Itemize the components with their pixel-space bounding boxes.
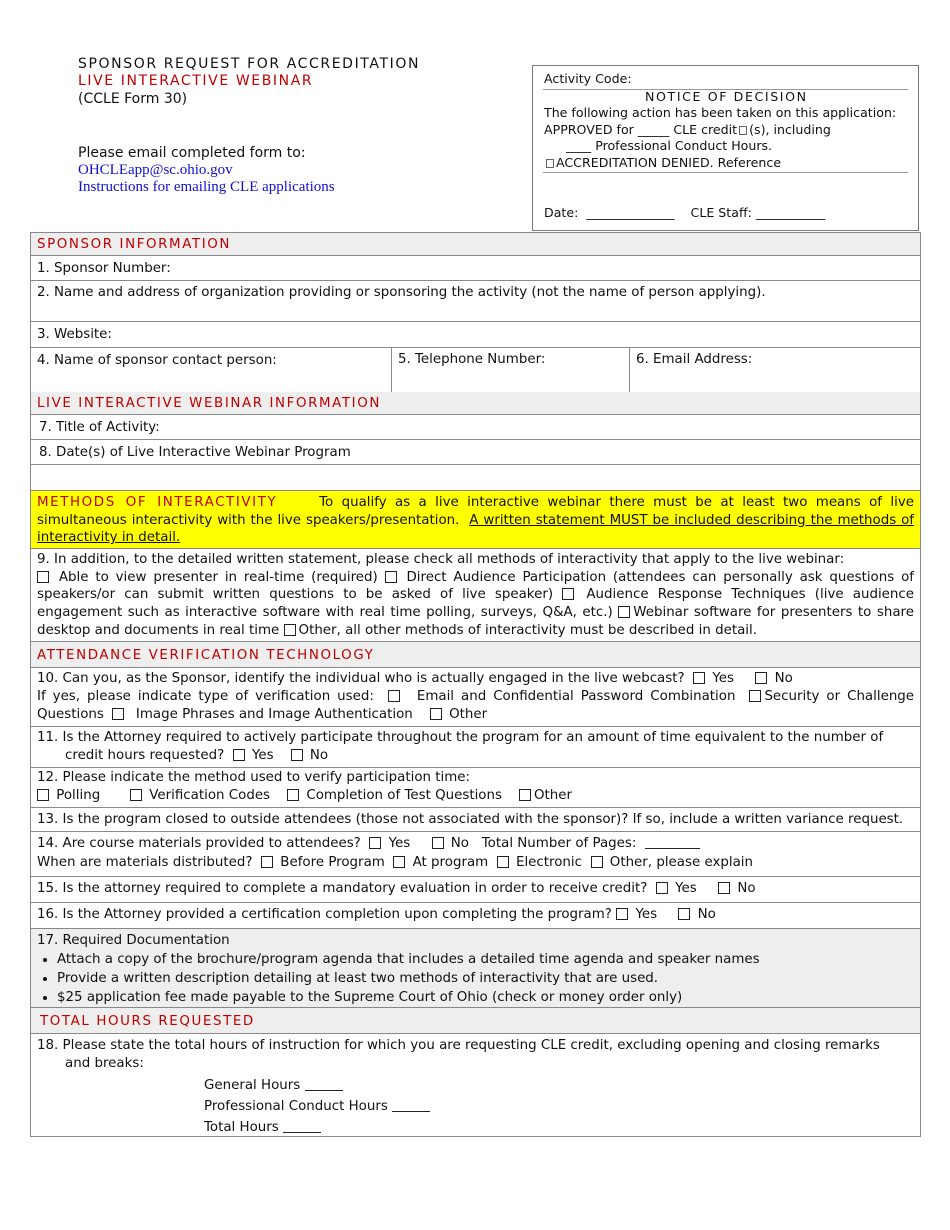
professional-hours-label: Professional Conduct Hours xyxy=(204,1099,388,1114)
q16-no-label: No xyxy=(697,907,716,922)
field-contact-row xyxy=(31,348,920,392)
activity-title-label: 7. Title of Activity: xyxy=(39,420,160,435)
q11-text1: 11. Is the Attorney required to actively participate throughout the program for an amount of time equivalent to the number of xyxy=(37,730,884,745)
professional-hours-input[interactable] xyxy=(392,1099,430,1112)
notice-line2 xyxy=(544,122,831,139)
notice-of-decision-box xyxy=(532,65,919,231)
q14-pages-input[interactable] xyxy=(645,836,700,849)
q11-active-participation xyxy=(31,727,920,768)
q12-codes-checkbox[interactable] xyxy=(130,789,142,801)
general-hours-input[interactable] xyxy=(305,1078,343,1091)
notice-line1: The following action has been taken on this application: xyxy=(544,105,897,120)
q10-image-checkbox[interactable] xyxy=(112,708,124,720)
methods-underlined: A written statement MUST be included describing the methods of interactivity in detail. xyxy=(37,512,914,545)
q17-item: • Attach a copy of the brochure/program agenda that includes a detailed time agenda and speaker names xyxy=(57,950,914,969)
q14-other-label: Other, please explain xyxy=(609,855,754,870)
form-title: SPONSOR REQUEST FOR ACCREDITATION xyxy=(78,56,421,72)
q12-test-label: Completion of Test Questions xyxy=(306,788,502,803)
notice-line3: ____ Professional Conduct Hours. xyxy=(566,138,773,153)
q18-text1: 18. Please state the total hours of instruction for which you are requesting CLE credit, excluding opening and closing remarks xyxy=(37,1038,880,1053)
q14-electronic-label: Electronic xyxy=(515,855,582,870)
q9-checkbox-other[interactable] xyxy=(284,624,296,636)
organization-label: 2. Name and address of organization providing or sponsoring the activity (not the name of person applying). xyxy=(37,285,766,300)
q10-no-label: No xyxy=(774,671,793,686)
methods-text: To qualify as a live interactive webinar there must be at least two means of live simultaneous interactivity with the live speakers/presentation. xyxy=(37,495,914,528)
q12-codes-label: Verification Codes xyxy=(149,788,271,803)
q9-checkbox-realtime[interactable] xyxy=(37,571,49,583)
form-subtitle: LIVE INTERACTIVE WEBINAR xyxy=(78,73,314,89)
q14-text: 14. Are course materials provided to attendees? xyxy=(37,836,361,851)
application-form xyxy=(30,232,921,1137)
q11-no-checkbox[interactable] xyxy=(291,749,303,761)
q9-label-realtime: Able to view presenter in real-time (required) xyxy=(58,569,378,585)
q9-intro: 9. In addition, to the detailed written statement, please check all methods of interactivity that apply to the live webinar: xyxy=(37,552,845,567)
activity-code-label: Activity Code: xyxy=(544,71,632,86)
form-id: (CCLE Form 30) xyxy=(78,91,188,107)
q16-no-checkbox[interactable] xyxy=(678,908,690,920)
q17-list xyxy=(37,950,914,1007)
q13-closed-program xyxy=(31,808,920,832)
q9-interactivity-methods xyxy=(31,549,920,642)
instructions-link[interactable]: Instructions for emailing CLE applications xyxy=(78,179,335,195)
field-sponsor-number[interactable] xyxy=(31,256,920,281)
q16-certification xyxy=(31,903,920,929)
q11-text2: credit hours requested? xyxy=(65,748,225,763)
website-label: 3. Website: xyxy=(37,327,112,342)
section-attendance-verification: ATTENDANCE VERIFICATION TECHNOLOGY xyxy=(31,642,920,668)
notice-date-staff: Date: ______________ CLE Staff: ___________ xyxy=(544,205,826,220)
q10-security-label: Security or Challenge Questions xyxy=(37,689,915,722)
q9-label-response: Audience Response Techniques (live audience engagement such as interactive software with real time polling, surveys, Q&A, etc.) xyxy=(37,587,914,621)
q14-at-checkbox[interactable] xyxy=(393,856,405,868)
q14-yes-checkbox[interactable] xyxy=(369,837,381,849)
q14-no-checkbox[interactable] xyxy=(432,837,444,849)
q14-pages-label: Total Number of Pages: xyxy=(481,836,637,851)
q17-required-documentation xyxy=(31,929,920,1008)
q14-at-label: At program xyxy=(412,855,489,870)
q12-text: 12. Please indicate the method used to verify participation time: xyxy=(37,770,471,785)
denied-box-icon xyxy=(546,159,554,168)
q9-checkbox-software[interactable] xyxy=(618,606,630,618)
q10-security-checkbox[interactable] xyxy=(749,690,761,702)
q17-item: • $25 application fee made payable to the Supreme Court of Ohio (check or money order only) xyxy=(57,988,914,1007)
q11-yes-label: Yes xyxy=(251,748,274,763)
q12-other-checkbox[interactable] xyxy=(519,789,531,801)
q10-text: 10. Can you, as the Sponsor, identify the individual who is actually engaged in the live webcast? xyxy=(37,671,685,686)
q14-no-label: No xyxy=(450,836,469,851)
q10-other-checkbox[interactable] xyxy=(430,708,442,720)
total-hours-label: Total Hours xyxy=(204,1120,279,1135)
q15-no-label: No xyxy=(737,881,756,896)
q15-no-checkbox[interactable] xyxy=(718,882,730,894)
field-activity-title[interactable] xyxy=(31,415,920,440)
q16-yes-label: Yes xyxy=(635,907,658,922)
q17-item: • Provide a written description detailing at least two methods of interactivity that are used. xyxy=(57,969,914,988)
q9-checkbox-response[interactable] xyxy=(562,588,574,600)
q10-identify-attendee xyxy=(31,668,920,727)
q10-line2: If yes, please indicate type of verification used: xyxy=(37,689,374,704)
q14-before-label: Before Program xyxy=(280,855,385,870)
sponsor-number-label: 1. Sponsor Number: xyxy=(37,261,171,276)
q12-polling-checkbox[interactable] xyxy=(37,789,49,801)
total-hours-input[interactable] xyxy=(283,1120,321,1133)
q9-checkbox-direct[interactable] xyxy=(385,571,397,583)
section-webinar-information: LIVE INTERACTIVE WEBINAR INFORMATION xyxy=(31,392,920,415)
q16-yes-checkbox[interactable] xyxy=(616,908,628,920)
q12-verify-participation xyxy=(31,768,920,808)
q16-text: 16. Is the Attorney provided a certification completion upon completing the program? xyxy=(37,907,612,922)
q10-image-label: Image Phrases and Image Authentication xyxy=(135,707,413,722)
including-label: (s), including xyxy=(749,122,831,137)
email-address-label[interactable]: 6. Email Address: xyxy=(636,352,753,367)
q15-yes-label: Yes xyxy=(675,881,697,896)
q10-other-label: Other xyxy=(449,707,488,722)
approved-label: APPROVED for _____ CLE credit xyxy=(544,122,738,137)
q12-other-label: Other xyxy=(533,788,573,803)
methods-of-interactivity-notice xyxy=(31,491,920,549)
q11-yes-checkbox[interactable] xyxy=(233,749,245,761)
q18-text2: and breaks: xyxy=(65,1056,144,1071)
q15-yes-checkbox[interactable] xyxy=(656,882,668,894)
q11-no-label: No xyxy=(309,748,329,763)
q13-text: 13. Is the program closed to outside attendees (those not associated with the sponsor)? If so, include a written variance request. xyxy=(37,812,904,827)
webinar-dates-label: 8. Date(s) of Live Interactive Webinar Program xyxy=(39,445,351,460)
denied-label: ACCREDITATION DENIED. Reference xyxy=(556,155,782,170)
q9-label-other: Other, all other methods of interactivity must be described in detail. xyxy=(298,622,757,638)
q14-line2: When are materials distributed? xyxy=(37,855,253,870)
q12-polling-label: Polling xyxy=(56,788,101,803)
q14-before-checkbox[interactable] xyxy=(261,856,273,868)
field-organization[interactable] xyxy=(31,281,920,322)
q9-label-software: Webinar software for presenters to share desktop and documents in real time xyxy=(37,605,914,638)
section-sponsor-information: SPONSOR INFORMATION xyxy=(31,233,920,256)
field-website[interactable] xyxy=(31,322,920,348)
telephone-label[interactable]: 5. Telephone Number: xyxy=(398,352,546,367)
field-webinar-dates[interactable] xyxy=(31,440,920,465)
q14-other-checkbox[interactable] xyxy=(591,856,603,868)
field-dates-blank[interactable] xyxy=(31,465,920,491)
q9-label-direct: Direct Audience Participation (attendees can personally ask questions of speakers/or can submit written questions to be asked of live speaker) xyxy=(37,569,914,603)
q14-electronic-checkbox[interactable] xyxy=(497,856,509,868)
q15-mandatory-evaluation xyxy=(31,877,920,903)
q10-yes-label: Yes xyxy=(712,671,735,686)
q10-email-password-label: Email and Confidential Password Combination xyxy=(416,689,736,704)
q12-test-checkbox[interactable] xyxy=(287,789,299,801)
email-link[interactable]: OHCLEapp@sc.ohio.gov xyxy=(78,162,233,178)
methods-heading: METHODS OF INTERACTIVITY xyxy=(37,495,278,510)
q14-yes-label: Yes xyxy=(388,836,411,851)
notice-line4 xyxy=(544,155,781,172)
q17-title: 17. Required Documentation xyxy=(37,933,230,948)
credit-box-icon xyxy=(739,126,747,135)
q18-total-hours xyxy=(31,1034,920,1136)
q14-course-materials xyxy=(31,832,920,877)
email-prompt: Please email completed form to: xyxy=(78,145,306,161)
q10-email-password-checkbox[interactable] xyxy=(388,690,400,702)
q10-yes-checkbox[interactable] xyxy=(693,672,705,684)
section-total-hours: TOTAL HOURS REQUESTED xyxy=(31,1008,920,1034)
contact-person-label[interactable]: 4. Name of sponsor contact person: xyxy=(37,353,277,368)
q10-no-checkbox[interactable] xyxy=(755,672,767,684)
notice-title: NOTICE OF DECISION xyxy=(645,89,808,104)
q15-text: 15. Is the attorney required to complete a mandatory evaluation in order to receive credit? xyxy=(37,881,648,896)
general-hours-label: General Hours xyxy=(204,1078,301,1093)
